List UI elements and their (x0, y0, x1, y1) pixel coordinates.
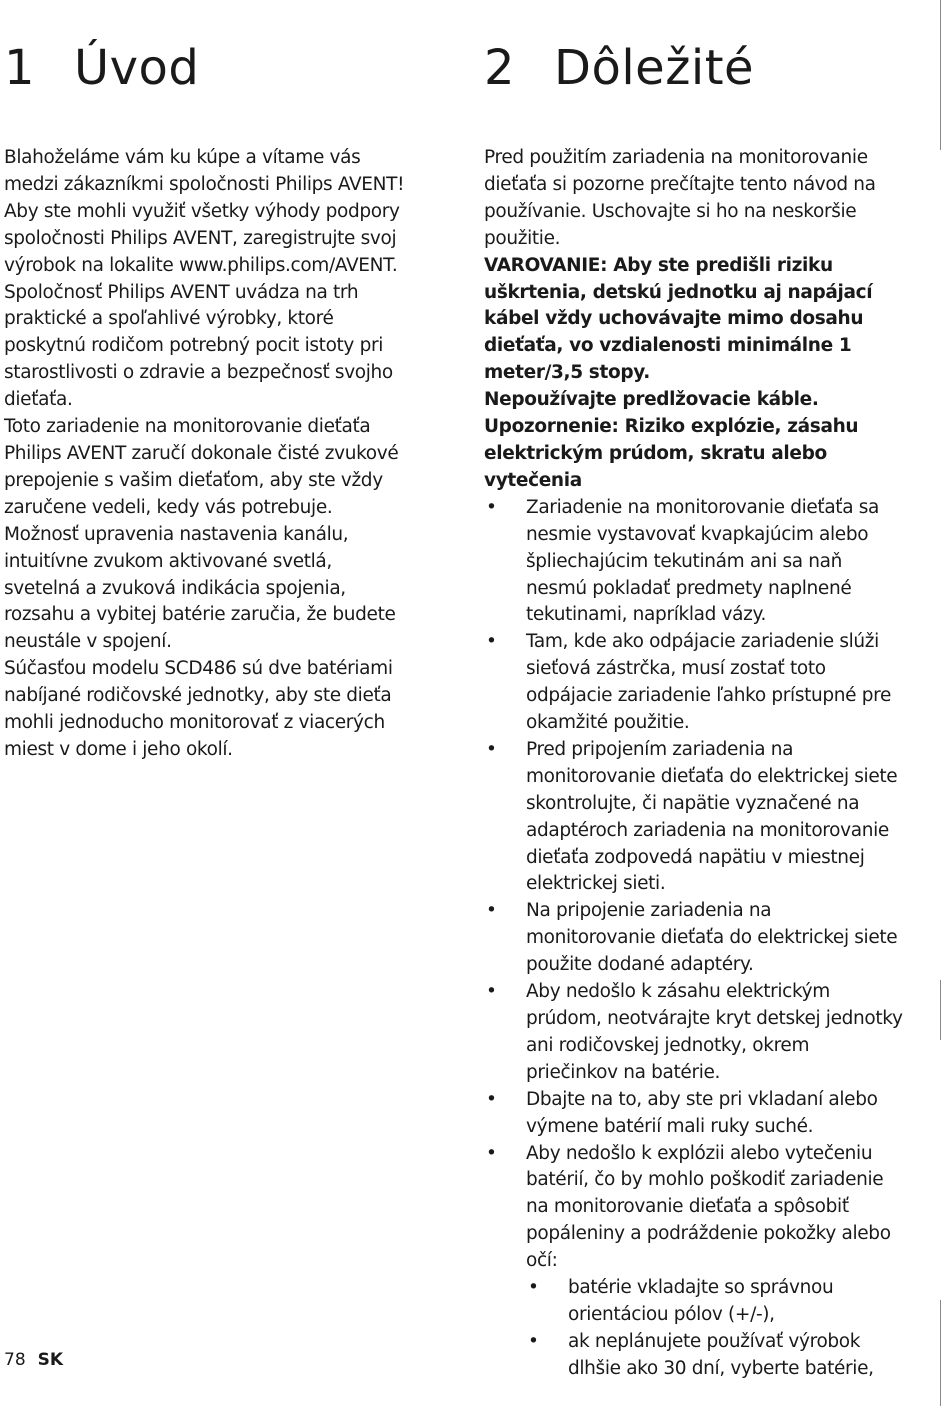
section-number: 1 (4, 40, 36, 96)
list-item: • Aby nedošlo k zásahu elektrickým prúdom, neotvárajte kryt detskej jednotky ani rodičovskej jednotky, okrem priečinkov na batérie. (484, 979, 904, 1087)
crop-mark (940, 1300, 941, 1406)
crop-marks (932, 0, 950, 1406)
paragraph: Súčasťou modelu SCD486 sú dve batériami nabíjané rodičovské jednotky, aby ste dieťa mohli jednoducho monitorovať z viacerých miest v dome i jeho okolí. (4, 658, 393, 760)
caution-heading: Upozornenie: Riziko explózie, zásahu elektrickým prúdom, skratu alebo vytečenia (484, 416, 859, 491)
section-body (4, 145, 406, 764)
language-code: SK (37, 1350, 64, 1370)
list-item-text: Aby nedošlo k explózii alebo vytečeniu batérií, čo by mohlo poškodiť zariadenie na monitorovanie dieťaťa a spôsobiť popáleniny a podráždenie pokožky alebo očí: (526, 1142, 891, 1272)
paragraph: Blahoželáme vám ku kúpe a vítame vás medzi zákazníkmi spoločnosti Philips AVENT! Aby ste mohli využiť všetky výhody podpory spoločnosti Philips AVENT, zaregistrujte svoj výrobok na lokalite www.philips.com/AVENT. (4, 147, 405, 276)
crop-mark (940, 980, 941, 1040)
list-item: • Tam, kde ako odpájacie zariadenie slúži sieťová zástrčka, musí zostať toto odpájacie zariadenie ľahko prístupné pre okamžité použitie. (484, 629, 904, 737)
warning-paragraph: VAROVANIE: Aby ste predišli riziku uškrtenia, detskú jednotku aj napájací kábel vždy uchovávajte mimo dosahu dieťaťa, vo vzdialenosti minimálne 1 meter/3,5 stopy. (484, 254, 873, 384)
page-footer (4, 1349, 63, 1371)
crop-mark (940, 0, 941, 150)
list-item (484, 1141, 904, 1383)
paragraph: Spoločnosť Philips AVENT uvádza na trh praktické a spoľahlivé výrobky, ktoré poskytnú rodičom potrebný pocit istoty pri starostlivosti o zdravie a bezpečnosť svojho dieťaťa. (4, 281, 393, 411)
intro-paragraph: Pred použitím zariadenia na monitorovanie dieťaťa si pozorne prečítajte tento návod na používanie. Uschovajte si ho na neskoršie použitie. (484, 147, 876, 249)
paragraph: Toto zariadenie na monitorovanie dieťaťa Philips AVENT zaručí dokonale čisté zvukové prepojenie s vašim dieťaťom, aby ste vždy zaručene vedeli, kedy vás potrebuje. Možnosť upravenia nastavenia kanálu, intuitívne zvukom aktivované svetlá, svetelná a zvuková indikácia spojenia, rozsahu a vybitej batérie zaručia, že budete neustále v spojení. (4, 416, 399, 653)
sub-list-item: • ak neplánujete používať výrobok dlhšie ako 30 dní, vyberte batérie, (526, 1329, 904, 1383)
section-title: Úvod (74, 40, 200, 96)
section-heading (4, 40, 199, 96)
sub-list-item: • batérie vkladajte so správnou orientáciou pólov (+/-), (526, 1275, 904, 1329)
section-number: 2 (484, 40, 516, 96)
section-title: Dôležité (554, 40, 755, 96)
section-body (484, 145, 904, 1383)
list-item: • Dbajte na to, aby ste pri vkladaní alebo výmene batérií mali ruky suché. (484, 1087, 904, 1141)
battery-sublist (526, 1275, 904, 1383)
list-item: • Na pripojenie zariadenia na monitorovanie dieťaťa do elektrickej siete použite dodané adaptéry. (484, 898, 904, 979)
list-item: • Pred pripojením zariadenia na monitorovanie dieťaťa do elektrickej siete skontrolujte, či napätie vyznačené na adaptéroch zariadenia na monitorovanie dieťaťa zodpovedá napätiu v miestnej elektrickej sieti. (484, 737, 904, 898)
extension-cable-warning: Nepoužívajte predlžovacie káble. (484, 389, 819, 411)
list-item: • Zariadenie na monitorovanie dieťaťa sa nesmie vystavovať kvapkajúcim alebo špliechajúcim tekutinám ani sa naň nesmú pokladať predmety naplnené tekutinami, napríklad vázy. (484, 495, 904, 630)
section-heading (484, 40, 754, 96)
page-number: 78 (4, 1350, 26, 1370)
safety-list (484, 495, 904, 1383)
